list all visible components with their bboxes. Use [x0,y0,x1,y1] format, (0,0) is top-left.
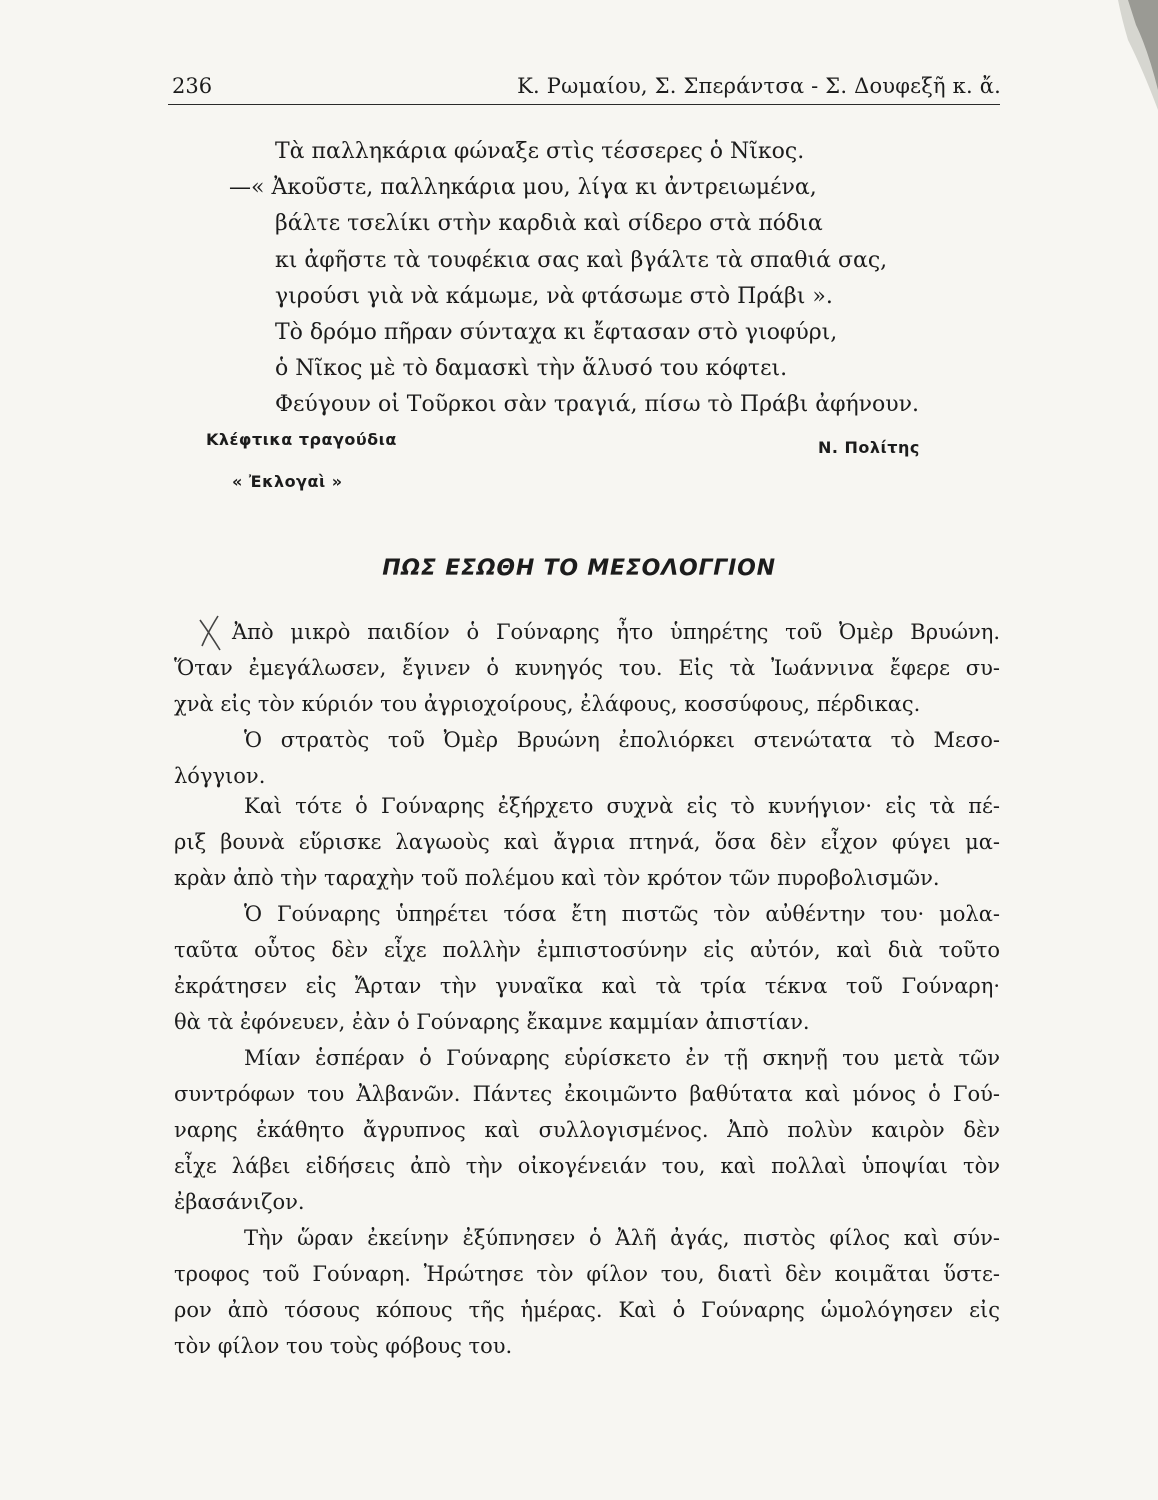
article-line: ριξ βουνὰ εὕρισκε λαγωοὺς καὶ ἄγρια πτηνά, ὅσα δὲν εἶχον φύγει μα- [174,830,1000,854]
article-line: λόγγιον. [174,764,266,788]
article-line: Τὴν ὥραν ἐκείνην ἐξύπνησεν ὁ Ἀλῆ ἀγάς, πιστὸς φίλος καὶ σύν- [244,1226,1000,1250]
article-line: Ὁ στρατὸς τοῦ Ὀμὲρ Βρυώνη ἐπολιόρκει στενώτατα τὸ Μεσο- [244,728,1000,752]
article-line: ταῦτα οὗτος δὲν εἶχε πολλὴν ἐμπιστοσύνην εἰς αὐτόν, καὶ διὰ τοῦτο [174,938,1000,962]
article-line: εἶχε λάβει εἰδήσεις ἀπὸ τὴν οἰκογένειάν του, καὶ πολλαὶ ὑποψίαι τὸν [174,1154,1000,1178]
poem-excerpt [229,134,995,424]
article-line: συντρόφων του Ἀλβανῶν. Πάντες ἐκοιμῶντο βαθύτατα καὶ μόνος ὁ Γού- [174,1082,1000,1106]
article-line: Καὶ τότε ὁ Γούναρης ἐξήρχετο συχνὰ εἰς τὸ κυνήγιον· εἰς τὰ πέ- [244,794,1000,818]
article-line: τὸν φίλον του τοὺς φόβους του. [174,1334,513,1358]
poem-line: —« Ἀκοῦστε, παλληκάρια μου, λίγα κι ἀντρειωμένα, [229,175,817,201]
page-number: 236 [172,74,213,98]
article-line: τροφος τοῦ Γούναρη. Ἠρώτησε τὸν φίλον του, διατὶ δὲν κοιμᾶται ὕστε- [174,1262,1000,1286]
poem-source-title: Κλέφτικα τραγούδια [206,430,397,449]
poem-source-collection: « Ἐκλογαὶ » [232,472,343,491]
poem-line: γιρούσι γιὰ νὰ κάμωμε, νὰ φτάσωμε στὸ Πράβι ». [275,283,833,309]
poem-line: κι ἀφῆστε τὰ τουφέκια σας καὶ βγάλτε τὰ σπαθιά σας, [275,247,888,273]
article-line: κρὰν ἀπὸ τὴν ταραχὴν τοῦ πολέμου καὶ τὸν κρότον τῶν πυροβολισμῶν. [174,866,940,890]
header-rule [168,104,1000,105]
article-line: ἐβασάνιζον. [174,1190,305,1214]
poem-line: βάλτε τσελίκι στὴν καρδιὰ καὶ σίδερο στὰ πόδια [275,211,823,237]
poem-line: ὁ Νῖκος μὲ τὸ δαμασκὶ τὴν ἅλυσό του κόφτει. [275,356,788,382]
running-head: Κ. Ρωμαίου, Σ. Σπεράντσα - Σ. Δουφεξῆ κ. ἄ. [517,74,1001,98]
handwritten-margin-mark [196,612,226,652]
poem-source-author: Ν. Πολίτης [818,438,920,457]
article-line: Ὁ Γούναρης ὑπηρέτει τόσα ἔτη πιστῶς τὸν αὐθέντην του· μολα- [244,902,1000,926]
article-line: ναρης ἐκάθητο ἄγρυπνος καὶ συλλογισμένος. Ἀπὸ πολὺν καιρὸν δὲν [174,1118,1000,1142]
article-line: Ὅταν ἐμεγάλωσεν, ἔγινεν ὁ κυνηγός του. Εἰς τὰ Ἰωάννινα ἔφερε συ- [174,656,1000,680]
article-line: χνὰ εἰς τὸν κύριόν του ἀγριοχοίρους, ἐλάφους, κοσσύφους, πέρδικας. [174,692,921,716]
poem-line: Τὰ παλληκάρια φώναξε στὶς τέσσερες ὁ Νῖκος. [275,139,805,164]
article-line: θὰ τὰ ἐφόνευεν, ἐὰν ὁ Γούναρης ἔκαμνε καμμίαν ἀπιστίαν. [174,1010,810,1034]
page-corner-shadow [1088,0,1158,110]
poem-line: Τὸ δρόμο πῆραν σύνταχα κι ἔφτασαν στὸ γιοφύρι, [275,319,838,345]
article-line: ρον ἀπὸ τόσους κόπους τῆς ἡμέρας. Καὶ ὁ Γούναρης ὡμολόγησεν εἰς [174,1298,1000,1322]
article-line: ἐκράτησεν εἰς Ἄρταν τὴν γυναῖκα καὶ τὰ τρία τέκνα τοῦ Γούναρη· [174,974,1000,998]
article-line: Μίαν ἑσπέραν ὁ Γούναρης εὑρίσκετο ἐν τῇ σκηνῇ του μετὰ τῶν [244,1046,1000,1070]
article-title: ΠΩΣ ΕΣΩΘΗ ΤΟ ΜΕΣΟΛΟΓΓΙΟΝ [382,556,776,581]
poem-line: Φεύγουν οἱ Τοῦρκοι σὰν τραγιά, πίσω τὸ Πράβι ἀφήνουν. [275,392,920,418]
article-line: Ἀπὸ μικρὸ παιδίον ὁ Γούναρης ἦτο ὑπηρέτης τοῦ Ὀμὲρ Βρυώνη. [232,620,1000,644]
